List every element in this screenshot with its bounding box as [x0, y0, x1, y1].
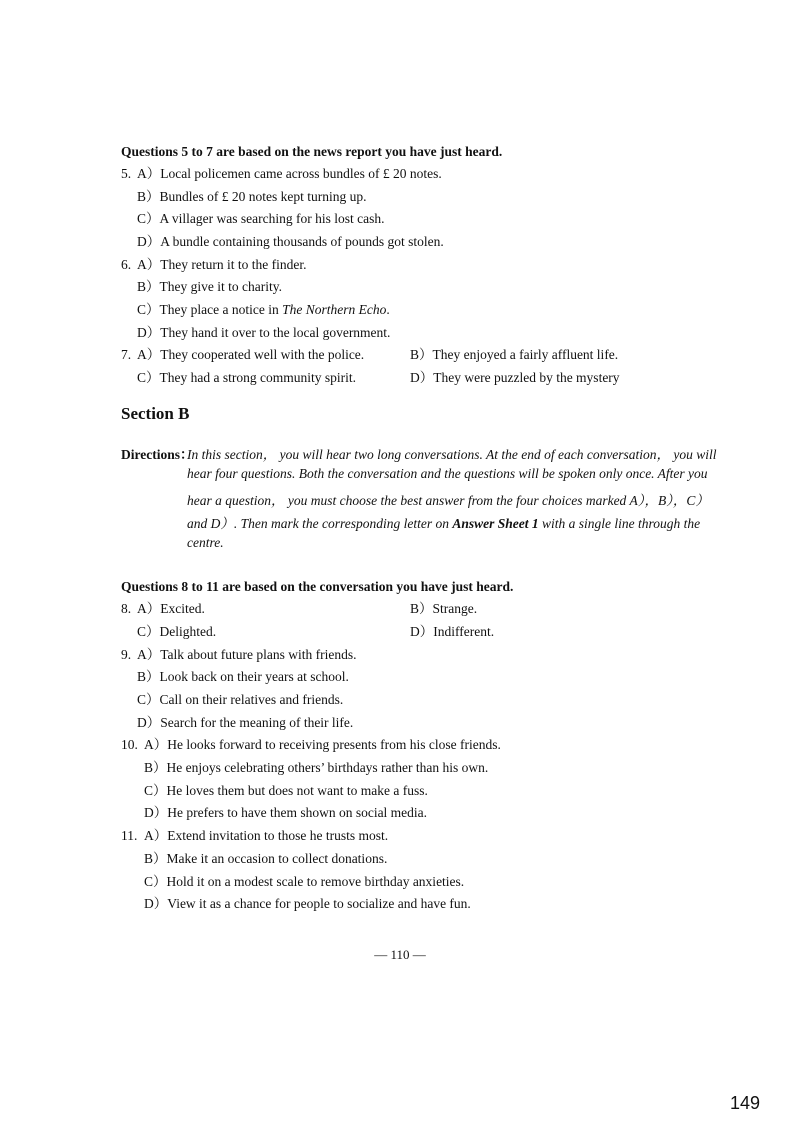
question-6-option-c — [137, 303, 390, 317]
question-10-number: 10. — [121, 737, 138, 752]
directions-line-4 — [187, 512, 700, 532]
questions-8-11-heading: Questions 8 to 11 are based on the conversation you have just heard. — [121, 579, 514, 594]
question-6-option-b: B）They give it to charity. — [137, 279, 282, 294]
question-8-option-b: B）Strange. — [410, 601, 478, 616]
question-11-number: 11. — [121, 828, 138, 843]
directions-line-1: In this section， you will hear two long conversations. At the end of each conversation， you will — [187, 447, 717, 462]
question-8-option-d: D）Indifferent. — [410, 624, 495, 639]
question-7-number: 7. — [121, 347, 132, 362]
question-6-number: 6. — [121, 257, 132, 272]
question-10-option-a: A）He looks forward to receiving presents from his close friends. — [144, 737, 501, 752]
question-5-option-b: B）Bundles of £ 20 notes kept turning up. — [137, 189, 367, 204]
question-5-option-a: A）Local policemen came across bundles of £ 20 notes. — [137, 166, 442, 181]
directions-line-5: centre. — [187, 535, 224, 550]
question-11-option-c: C）Hold it on a modest scale to remove birthday anxieties. — [144, 874, 465, 889]
question-8-option-c: C）Delighted. — [137, 624, 217, 639]
directions-line-2: hear four questions. Both the conversation and the questions will be spoken only once. After you — [187, 466, 708, 481]
question-10-option-d: D）He prefers to have them shown on social media. — [144, 805, 428, 820]
question-7-option-b: B）They enjoyed a fairly affluent life. — [410, 347, 619, 362]
page-number: — 110 — — [374, 947, 426, 962]
question-7-option-c: C）They had a strong community spirit. — [137, 370, 356, 385]
section-b-title: Section B — [121, 404, 190, 423]
newspaper-title: The Northern Echo — [282, 302, 387, 317]
question-11-option-b: B）Make it an occasion to collect donations. — [144, 851, 388, 866]
question-7-option-a: A）They cooperated well with the police. — [137, 347, 365, 362]
question-5-option-d: D）A bundle containing thousands of pounds got stolen. — [137, 234, 444, 249]
question-5-option-c: C）A villager was searching for his lost cash. — [137, 211, 385, 226]
question-5-number: 5. — [121, 166, 132, 181]
question-11-option-d: D）View it as a chance for people to socialize and have fun. — [144, 896, 471, 911]
question-6-option-d: D）They hand it over to the local government. — [137, 325, 391, 340]
question-6-option-a: A）They return it to the finder. — [137, 257, 307, 272]
question-6-option-c-text: C）They place a notice in — [137, 302, 283, 317]
question-7-option-d: D）They were puzzled by the mystery — [410, 370, 620, 385]
directions-line-3: hear a question， you must choose the best answer from the four choices marked A），B），C） — [187, 493, 709, 508]
question-10-option-c: C）He loves them but does not want to make a fuss. — [144, 783, 428, 798]
question-9-option-b: B）Look back on their years at school. — [137, 669, 349, 684]
question-9-option-a: A）Talk about future plans with friends. — [137, 647, 357, 662]
question-10-option-b: B）He enjoys celebrating others’ birthdays rather than his own. — [144, 760, 489, 775]
answer-sheet-ref: Answer Sheet 1 — [452, 516, 539, 531]
question-8-option-a: A）Excited. — [137, 601, 205, 616]
question-11-option-a: A）Extend invitation to those he trusts most. — [144, 828, 389, 843]
questions-5-7-heading: Questions 5 to 7 are based on the news report you have just heard. — [121, 144, 503, 159]
question-8-number: 8. — [121, 601, 132, 616]
question-9-option-c: C）Call on their relatives and friends. — [137, 692, 344, 707]
question-6-option-c-period: . — [386, 302, 390, 317]
question-9-option-d: D）Search for the meaning of their life. — [137, 715, 354, 730]
corner-page-number: 149 — [729, 1093, 760, 1113]
directions-label: Directions： — [121, 447, 194, 462]
directions-line-4-text: and D）. Then mark the corresponding letter on — [187, 516, 453, 531]
question-9-number: 9. — [121, 647, 132, 662]
directions-line-4-end: with a single line through the — [538, 516, 701, 531]
